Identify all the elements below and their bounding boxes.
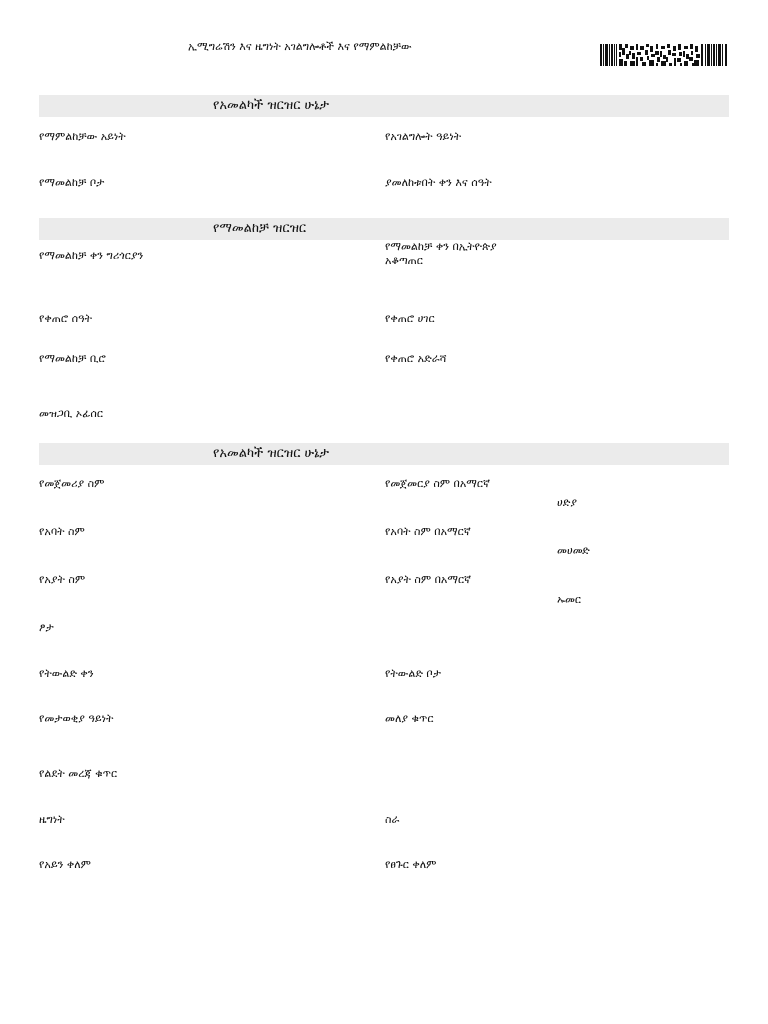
label-application-date-ethiopian: የማመልከቻ ቀን በኢትዮጵያ አቆጣጠር	[385, 240, 497, 267]
section-header-applicant-2	[39, 443, 729, 465]
label-id-type: የመታወቂያ ዓይነት	[39, 712, 114, 725]
label-applied-date-time: ያመለከቱበት ቀን እና ሰዓት	[385, 176, 492, 189]
section-header-applicant-1	[39, 95, 729, 117]
label-hair-color: የፀጉር ቀለም	[385, 858, 437, 871]
section-title: የአመልካች ዝርዝር ሁኔታ	[213, 446, 329, 461]
document-title: ኢሚግሬሽን እና ዜግነት አገልግሎቶች እና የማምልከቻው	[188, 40, 412, 53]
label-id-number: መለያ ቁጥር	[385, 712, 434, 725]
label-grandfather-name-amharic: የአያት ስም በአማርኛ	[385, 573, 472, 586]
value-grandfather-name-amharic: ኡመር	[557, 593, 581, 606]
label-father-name-amharic: የአባት ስም በአማርኛ	[385, 525, 471, 538]
label-father-name: የአባት ስም	[39, 525, 85, 538]
label-birth-place: የትውልድ ቦታ	[385, 667, 441, 680]
label-nationality: ዜግነት	[39, 813, 65, 826]
label-birth-date: የትውልድ ቀን	[39, 667, 94, 680]
barcode	[600, 44, 728, 66]
label-first-name-amharic: የመጀመርያ ስም በአማርኛ	[385, 477, 490, 490]
label-application-date-gregorian: የማመልከቻ ቀን ግሪጎርያን	[39, 249, 144, 262]
label-registrar-officer: መዝጋቢ ኦፊሰር	[39, 407, 103, 420]
label-eye-color: የአይን ቀለም	[39, 858, 91, 871]
label-gender: ፆታ	[39, 621, 54, 634]
label-service-type: የአገልግሎት ዓይነት	[385, 130, 462, 143]
section-header-application	[39, 218, 729, 240]
label-application-office: የማመልከቻ ቢሮ	[39, 352, 106, 365]
section-title: የአመልካች ዝርዝር ሁኔታ	[213, 98, 329, 113]
section-title: የማመልከቻ ዝርዝር	[213, 221, 307, 236]
label-application-place: የማመልከቻ ቦታ	[39, 176, 105, 189]
label-appointment-address: የቀጠሮ አድራሻ	[385, 352, 447, 365]
label-application-type: የማምልከቻው አይነት	[39, 130, 126, 143]
value-first-name-amharic: ሀድያ	[557, 496, 578, 509]
label-appointment-country: የቀጠሮ ሀገር	[385, 312, 435, 325]
label-occupation: ስራ	[385, 813, 400, 826]
value-father-name-amharic: መሀመድ	[557, 544, 590, 557]
label-grandfather-name: የአያት ስም	[39, 573, 86, 586]
label-birth-certificate-number: የልደት መረጃ ቁጥር	[39, 767, 118, 780]
label-appointment-time: የቀጠሮ ሰዓት	[39, 312, 93, 325]
label-first-name: የመጀመሪያ ስም	[39, 477, 105, 490]
